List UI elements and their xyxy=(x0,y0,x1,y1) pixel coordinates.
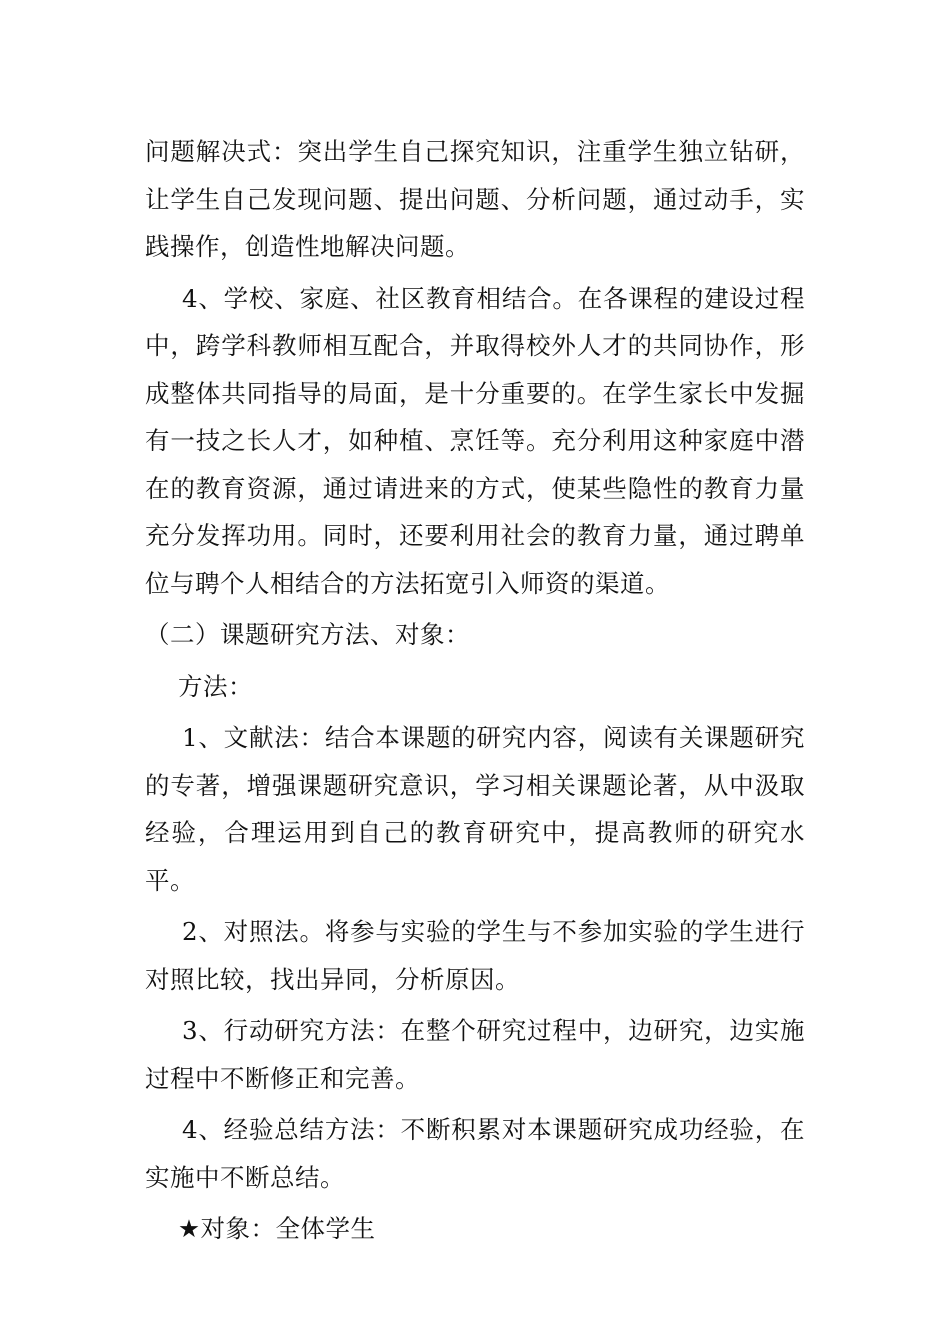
method-action-research: 3、行动研究方法：在整个研究过程中，边研究，边实施过程中不断修正和完善。 xyxy=(145,1016,805,1093)
research-object xyxy=(145,1205,805,1253)
section-heading-methods-objects: （二）课题研究方法、对象： xyxy=(145,620,470,649)
paragraph-problem-solving: 问题解决式：突出学生自己探究知识，注重学生独立钻研，让学生自己发现问题、提出问题、分析问题，通过动手，实践操作，创造性地解决问题。 xyxy=(145,137,805,261)
methods-label: 方法： xyxy=(178,671,253,701)
method-literature: 1、文献法：结合本课题的研究内容，阅读有关课题研究的专著，增强课题研究意识，学习相关课题论著，从中汲取经验，合理运用到自己的教育研究中，提高教师的研究水平。 xyxy=(145,723,805,895)
paragraph-school-family-community: 4、学校、家庭、社区教育相结合。在各课程的建设过程中，跨学科教师相互配合，并取得校外人才的共同协作，形成整体共同指导的局面，是十分重要的。在学生家长中发掘有一技之长人才，如种植、烹饪等。充分利用这种家庭中潜在的教育资源，通过请进来的方式，使某些隐性的教育力量充分发挥功用。同时，还要利用社会的教育力量，通过聘单位与聘个人相结合的方法拓宽引入师资的渠道。 xyxy=(145,283,805,598)
method-comparison: 2、对照法。将参与实验的学生与不参加实验的学生进行对照比较，找出异同，分析原因。 xyxy=(145,917,805,994)
method-experience-summary: 4、经验总结方法：不断积累对本课题研究成功经验，在实施中不断总结。 xyxy=(145,1115,805,1192)
document-body xyxy=(145,128,805,1253)
research-object-text: 对象：全体学生 xyxy=(200,1214,376,1243)
star-icon: ★ xyxy=(178,1214,201,1243)
